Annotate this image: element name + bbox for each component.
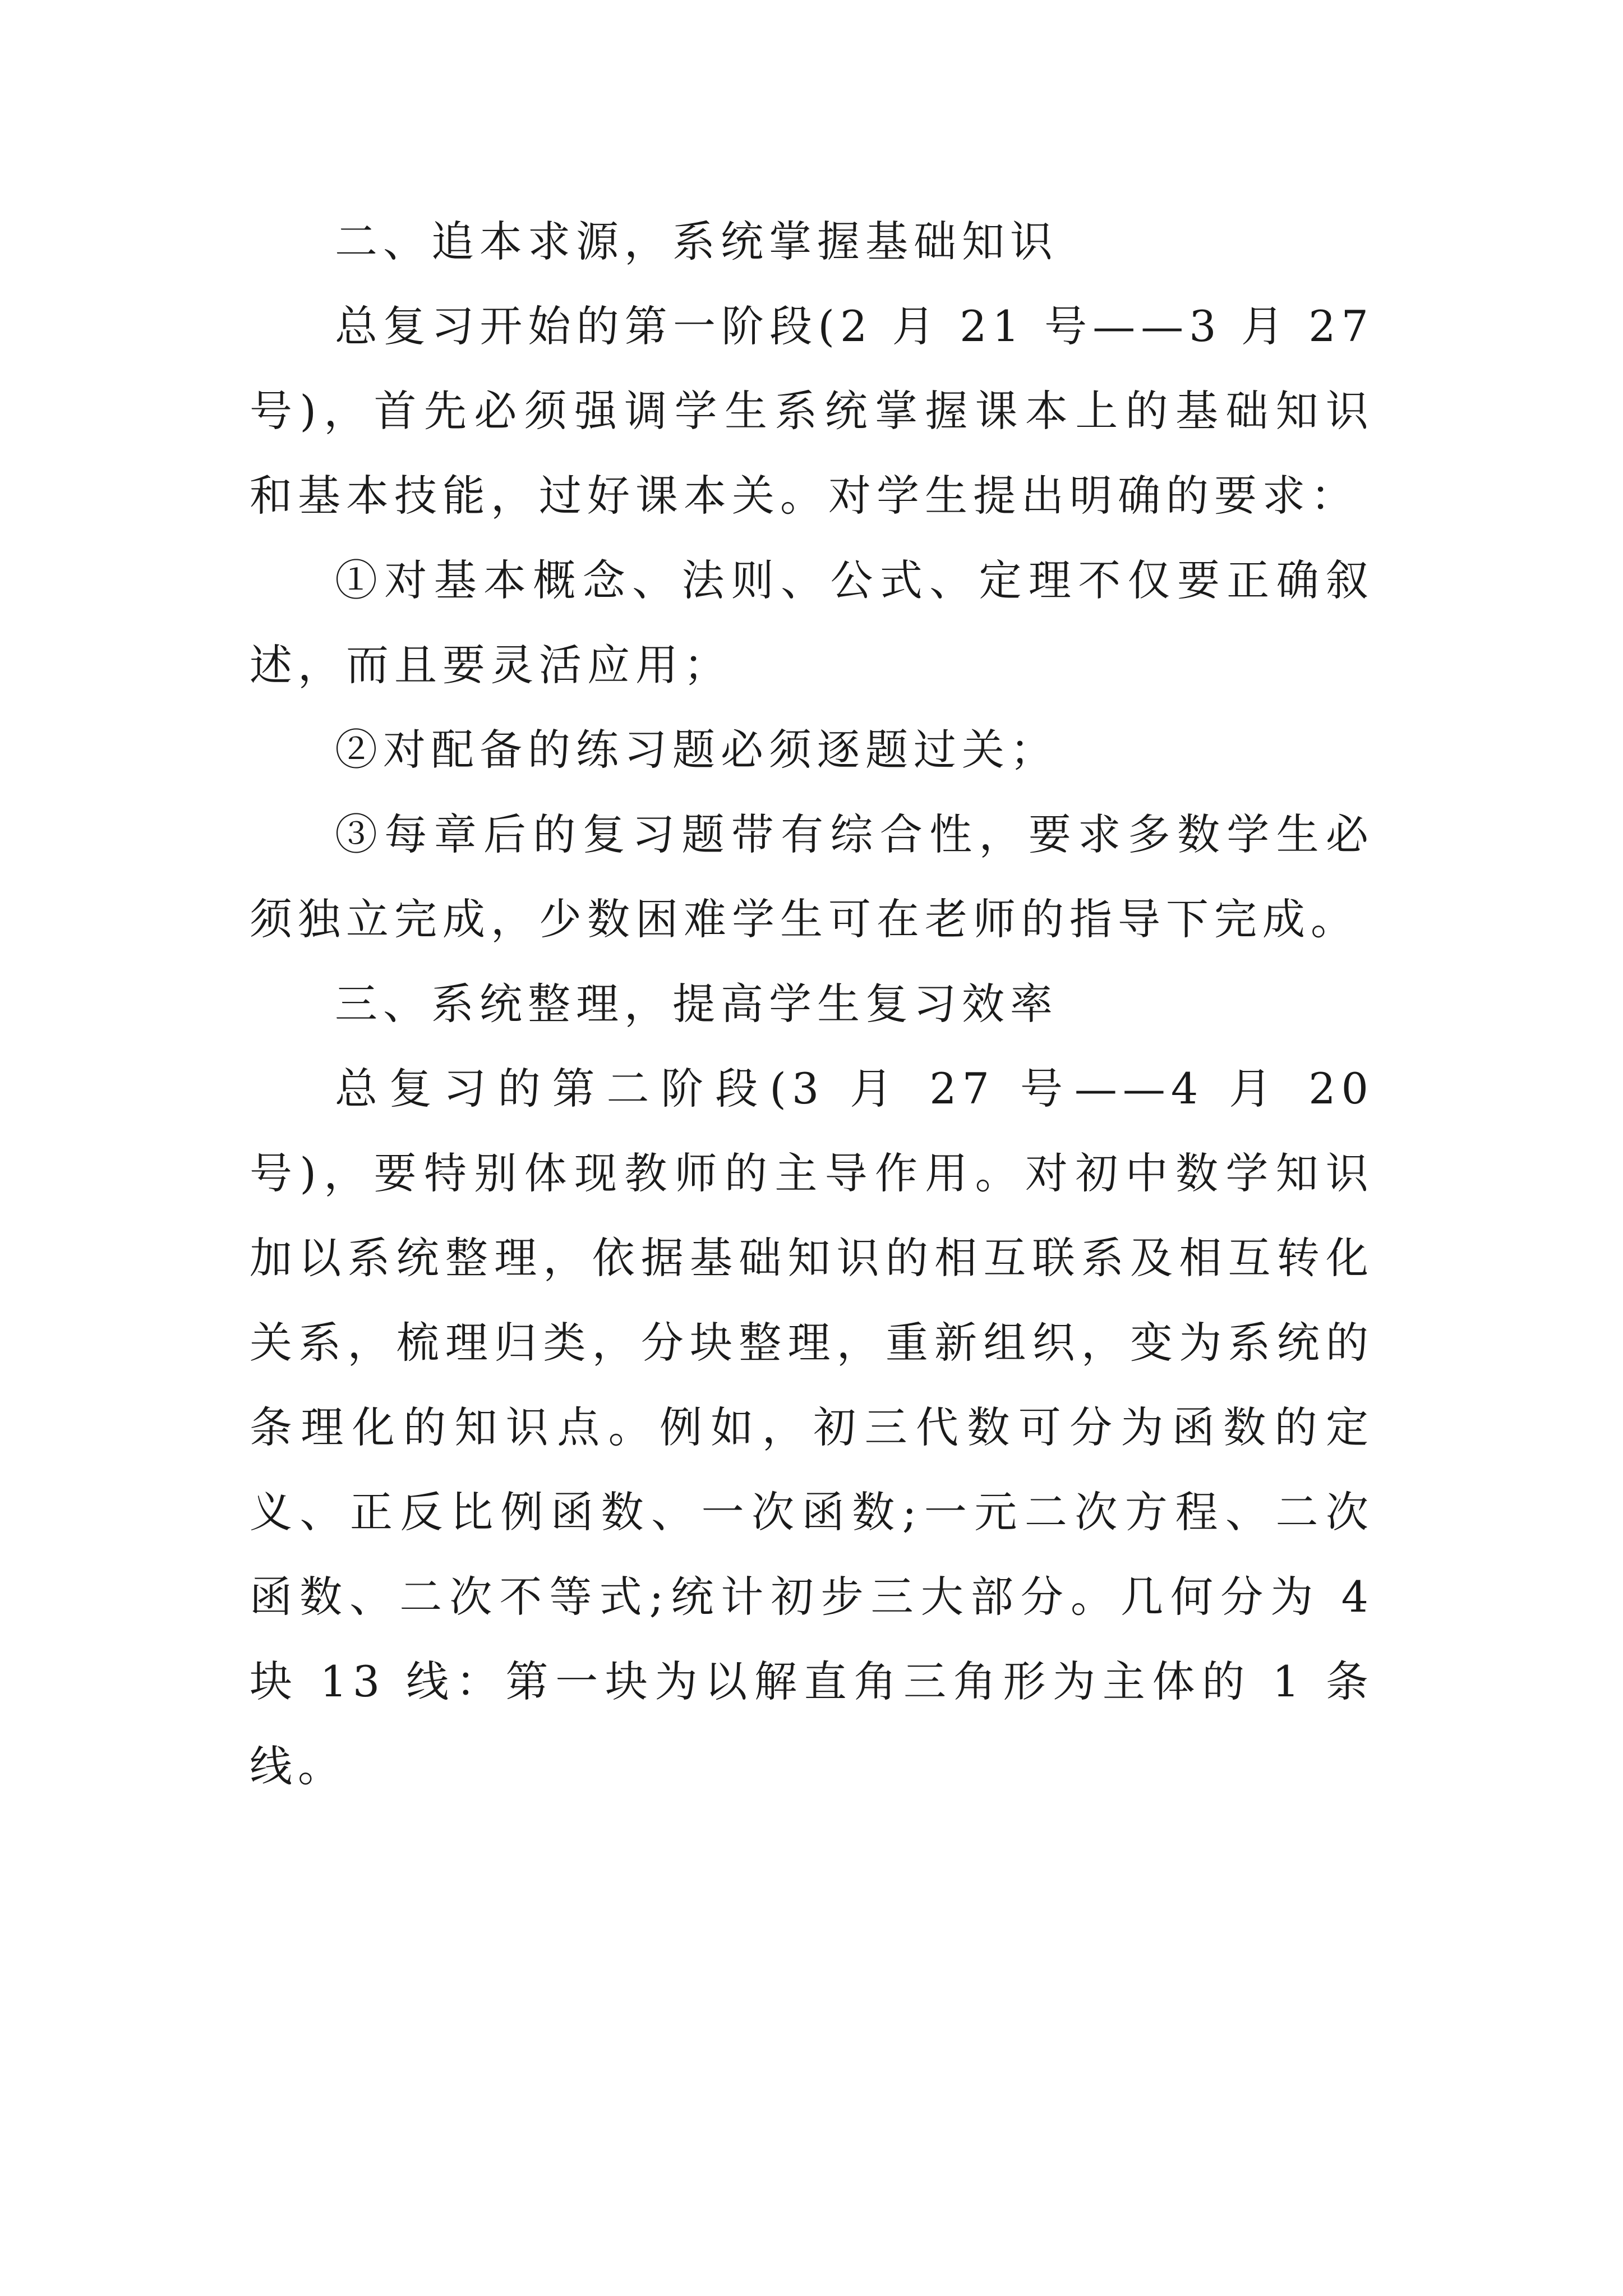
section-heading-3: 三、系统整理，提高学生复习效率 [335, 979, 1058, 1029]
document-body [250, 199, 1374, 1809]
paragraph-stage-one: 总复习开始的第一阶段(2 月 21 号——3 月 27 号)，首先必须强调学生系统掌握课本上的基础知识和基本技能，过好课本关。对学生提出明确的要求： [250, 301, 1374, 521]
section-heading-2: 二、追本求源，系统掌握基础知识 [335, 217, 1058, 266]
requirement-item-3: ③每章后的复习题带有综合性，要求多数学生必须独立完成，少数困难学生可在老师的指导下完成。 [250, 809, 1374, 944]
paragraph-stage-two: 总复习的第二阶段(3 月 27 号——4 月 20 号)，要特别体现教师的主导作用。对初中数学知识加以系统整理，依据基础知识的相互联系及相互转化关系，梳理归类，分块整理，重新组织，变为系统的条理化的知识点。例如，初三代数可分为函数的定义、正反比例函数、一次函数;一元二次方程、二次函数、二次不等式;统计初步三大部分。几何分为 4 块 13 线：第一块为以解直角三角形为主体的 1 条线。 [250, 1064, 1374, 1791]
requirement-item-1: ①对基本概念、法则、公式、定理不仅要正确叙述，而且要灵活应用； [250, 555, 1374, 690]
requirement-item-2: ②对配备的练习题必须逐题过关； [335, 725, 1058, 775]
